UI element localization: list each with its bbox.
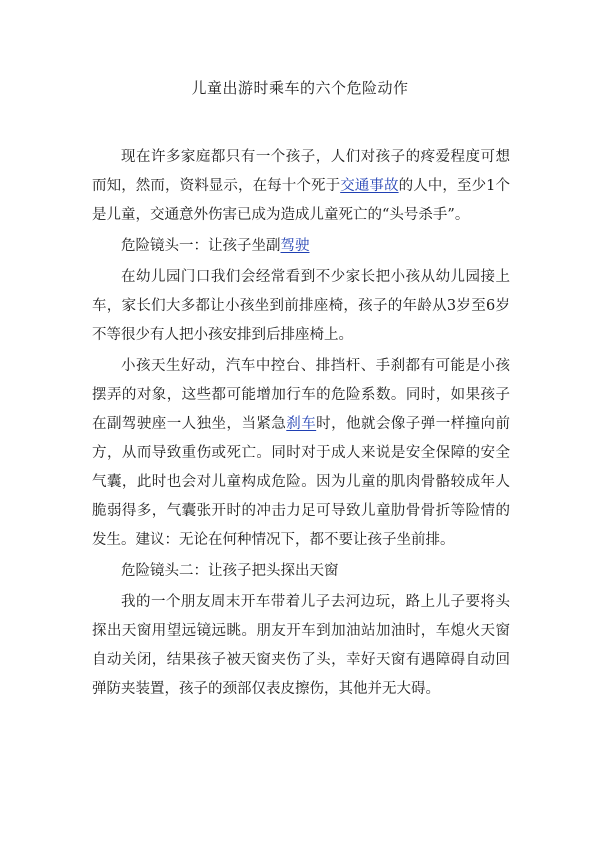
- paragraph-airbag-text-2: 时，他就会像子弹一样撞向前方，从而导致重伤或死亡。同时对于成人来说是安全保障的安全气囊，此时也会对儿童构成危险。因为儿童的肌肉骨骼较成年人脆弱得多，气囊张开时的冲击力足可导致儿童肋骨骨折等险情的发生。建议：无论在何种情况下，都不要让孩子坐前排。: [92, 416, 511, 548]
- document-body: [92, 143, 510, 706]
- section-heading-1: [92, 232, 510, 261]
- paragraph-intro-text-2: 的人中，至少1个是儿童，交通意外伤害已成为造成儿童死亡的“头号杀手”。: [92, 178, 511, 223]
- link-driving[interactable]: 驾驶: [280, 238, 310, 254]
- link-traffic-accident[interactable]: 交通事故: [340, 178, 399, 194]
- paragraph-airbag-text-1: 小孩天生好动，汽车中控台、排挡杆、手刹都有可能是小孩摆弄的对象，这些都可能增加行车的危险系数。同时，如果孩子在副驾驶座一人独坐，当紧急: [92, 358, 510, 432]
- paragraph-intro: [92, 143, 510, 230]
- paragraph-airbag: [92, 352, 510, 555]
- document-title: 儿童出游时乘车的六个危险动作: [191, 79, 409, 97]
- link-brake[interactable]: 刹车: [286, 416, 317, 432]
- paragraph-intro-text-1: 现在许多家庭都只有一个孩子，人们对孩子的疼爱程度可想而知，然而，资料显示，在每十个死于: [92, 149, 510, 194]
- section-heading-1-text: 危险镜头一：让孩子坐副: [121, 238, 281, 254]
- section-heading-2: 危险镜头二：让孩子把头探出天窗: [121, 563, 339, 579]
- paragraph-sunroof: 我的一个朋友周末开车带着儿子去河边玩，路上儿子要将头探出天窗用望远镜远眺。朋友开车到加油站加油时，车熄火天窗自动关闭，结果孩子被天窗夹伤了头，幸好天窗有遇障碍自动回弹防夹装置，孩子的颈部仅表皮擦伤，其他并无大碍。: [92, 594, 510, 697]
- paragraph-kindergarten: 在幼儿园门口我们会经常看到不少家长把小孩从幼儿园接上车，家长们大多都让小孩坐到前排座椅，孩子的年龄从3岁至6岁不等很少有人把小孩安排到后排座椅上。: [92, 269, 510, 343]
